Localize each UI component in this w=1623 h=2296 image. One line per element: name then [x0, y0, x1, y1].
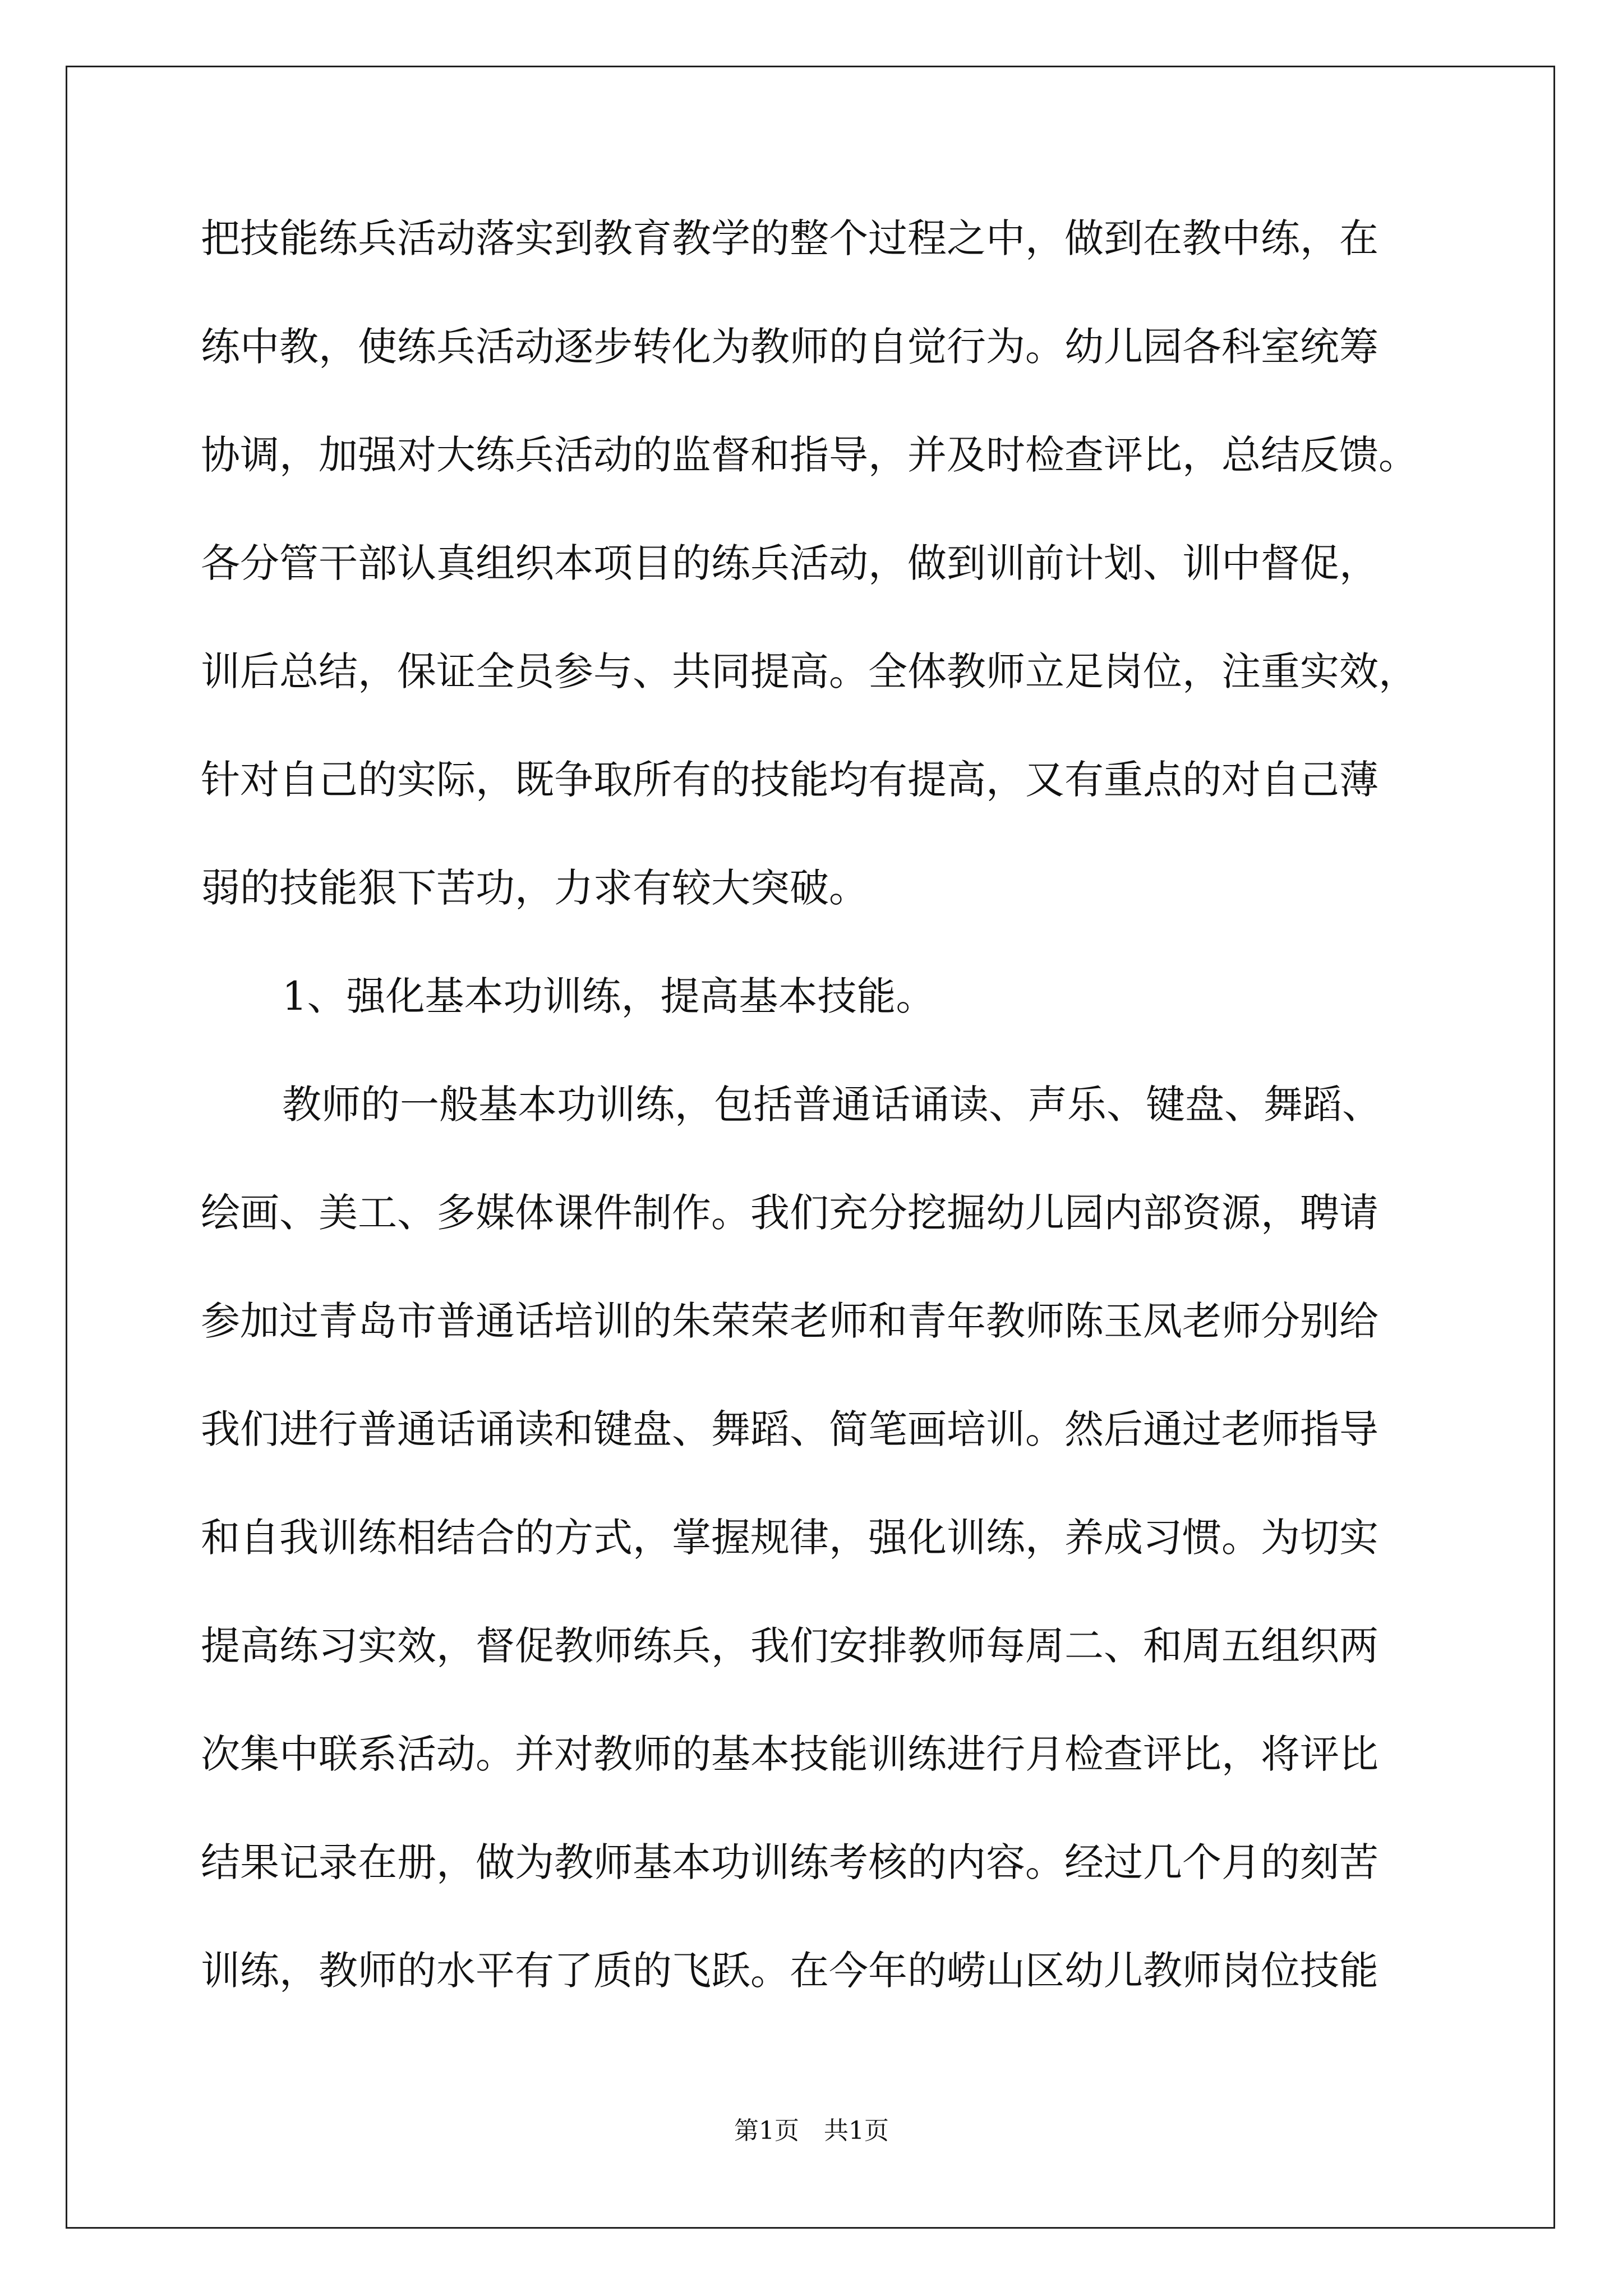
section-heading: 1、强化基本功训练，提高基本技能。 — [282, 973, 935, 1019]
text-line: 把技能练兵活动落实到教育教学的整个过程之中，做到在教中练，在 — [201, 215, 1378, 261]
text-line: 参加过青岛市普通话培训的朱荣荣老师和青年教师陈玉凤老师分别给 — [201, 1298, 1378, 1344]
text-line: 和自我训练相结合的方式，掌握规律，强化训练，养成习惯。为切实 — [201, 1515, 1378, 1561]
paragraph-first-line: 教师的一般基本功训练，包括普通话诵读、声乐、键盘、舞蹈、 — [282, 1082, 1381, 1128]
text-line: 训后总结，保证全员参与、共同提高。全体教师立足岗位，注重实效， — [201, 648, 1418, 694]
page-footer: 第1页 共1页 — [734, 2116, 889, 2145]
text-line: 我们进行普通话诵读和键盘、舞蹈、简笔画培训。然后通过老师指导 — [201, 1406, 1378, 1452]
text-line: 结果记录在册，做为教师基本功训练考核的内容。经过几个月的刻苦 — [201, 1839, 1378, 1885]
text-line: 训练，教师的水平有了质的飞跃。在今年的崂山区幼儿教师岗位技能 — [201, 1948, 1378, 1994]
text-line: 协调，加强对大练兵活动的监督和指导，并及时检查评比，总结反馈。 — [201, 432, 1418, 478]
text-line: 提高练习实效，督促教师练兵，我们安排教师每周二、和周五组织两 — [201, 1623, 1378, 1669]
text-line: 针对自己的实际，既争取所有的技能均有提高，又有重点的对自己薄 — [201, 757, 1378, 803]
text-line: 练中教，使练兵活动逐步转化为教师的自觉行为。幼儿园各科室统筹 — [201, 324, 1378, 370]
text-line: 次集中联系活动。并对教师的基本技能训练进行月检查评比，将评比 — [201, 1731, 1378, 1777]
document-body — [201, 215, 1435, 2059]
text-line: 弱的技能狠下苦功，力求有较大突破。 — [201, 865, 868, 911]
text-line: 绘画、美工、多媒体课件制作。我们充分挖掘幼儿园内部资源，聘请 — [201, 1190, 1378, 1236]
text-line: 各分管干部认真组织本项目的练兵活动，做到训前计划、训中督促， — [201, 540, 1378, 586]
